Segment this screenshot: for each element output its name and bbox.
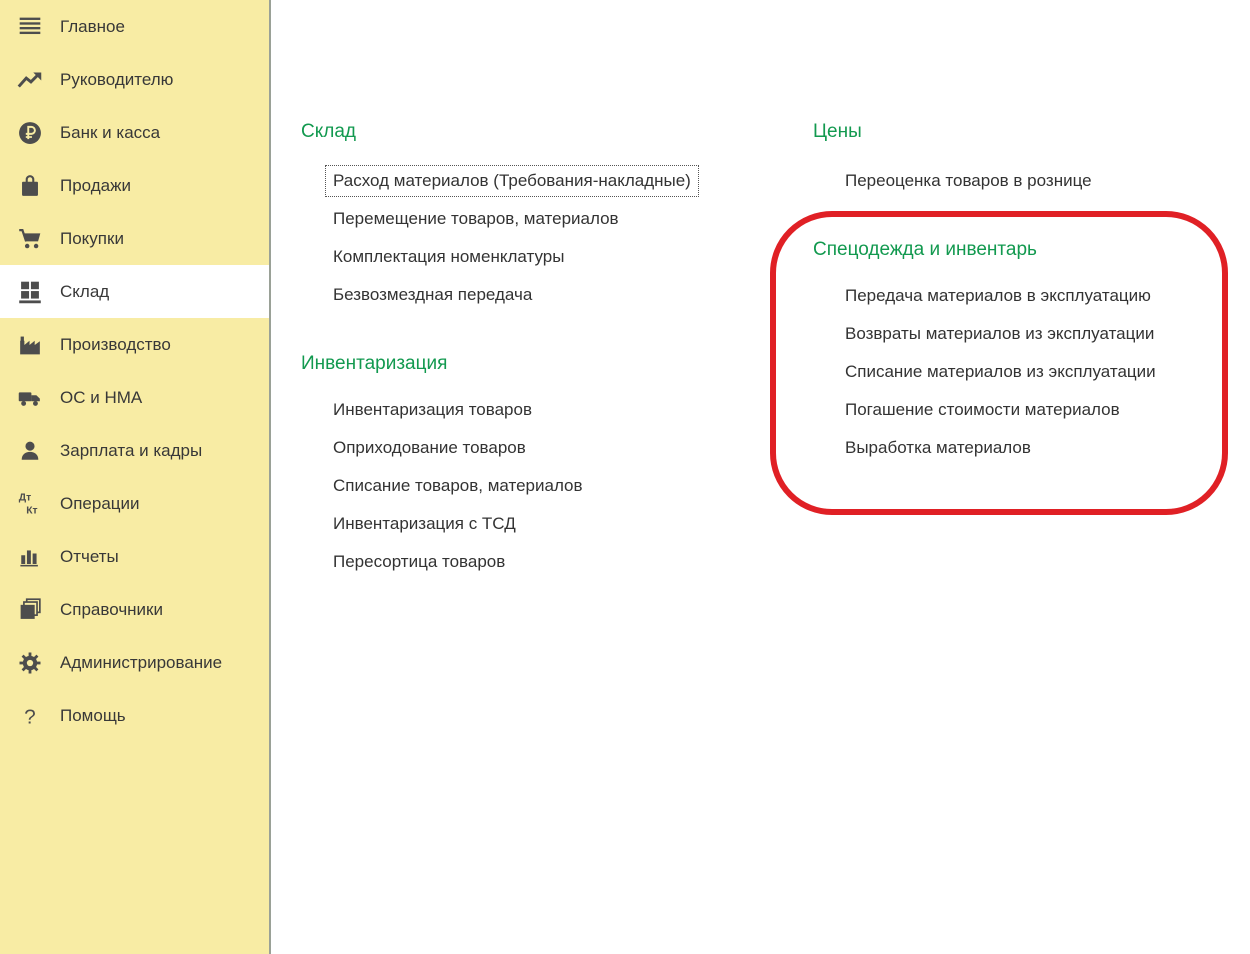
link-row xyxy=(845,162,1092,200)
sidebar-item-os-i-nma[interactable] xyxy=(0,371,269,424)
bag-icon xyxy=(0,171,60,201)
sidebar-item-glavnoe[interactable] xyxy=(0,0,269,53)
sidebar-item-label: Покупки xyxy=(60,228,124,248)
cart-icon xyxy=(0,224,60,254)
sidebar-item-label: Отчеты xyxy=(60,546,119,566)
sidebar-item-label: Главное xyxy=(60,16,125,36)
sidebar-item-sklad[interactable] xyxy=(0,265,269,318)
sidebar-item-label: Справочники xyxy=(60,599,163,619)
sidebar-item-administrirovanie[interactable] xyxy=(0,636,269,689)
link-row xyxy=(333,391,532,429)
bar-chart-icon xyxy=(0,543,60,571)
link-row xyxy=(845,391,1120,429)
sidebar-item-label: Зарплата и кадры xyxy=(60,440,203,460)
question-icon xyxy=(0,701,60,731)
link-peredacha-materialov[interactable]: Передача материалов в эксплуатацию xyxy=(845,286,1151,305)
warehouse-icon xyxy=(0,277,60,307)
link-peresortica-tovarov[interactable]: Пересортица товаров xyxy=(333,552,506,571)
link-row xyxy=(333,505,516,543)
section-title-specodezhda: Спецодежда и инвентарь xyxy=(813,239,1037,260)
section-title-ceny: Цены xyxy=(813,121,862,142)
link-row xyxy=(845,429,1031,467)
link-row xyxy=(845,277,1151,315)
gear-icon xyxy=(0,649,60,677)
sidebar-item-zarplata-i-kadry[interactable] xyxy=(0,424,269,477)
link-inventarizaciya-s-tsd[interactable]: Инвентаризация с ТСД xyxy=(333,514,516,533)
svg-text:Дт: Дт xyxy=(18,492,32,504)
link-row xyxy=(333,543,505,581)
books-icon xyxy=(0,595,60,625)
sidebar-item-label: Администрирование xyxy=(60,652,223,672)
sidebar-item-label: Операции xyxy=(60,493,140,513)
link-inventarizaciya-tovarov[interactable]: Инвентаризация товаров xyxy=(333,400,532,419)
sidebar-item-label: Продажи xyxy=(60,175,131,195)
link-row xyxy=(333,276,532,314)
sidebar-item-proizvodstvo[interactable] xyxy=(0,318,269,371)
sidebar-item-prodazhi[interactable] xyxy=(0,159,269,212)
truck-icon xyxy=(0,383,60,413)
content-area xyxy=(271,0,1250,954)
sidebar-item-spravochniki[interactable] xyxy=(0,583,269,636)
link-spisanie-tovarov[interactable]: Списание товаров, материалов xyxy=(333,476,583,495)
link-komplektaciya-nomenklatury[interactable]: Комплектация номенклатуры xyxy=(333,247,565,266)
link-row xyxy=(333,162,699,200)
link-row xyxy=(845,315,1154,353)
sidebar-item-rukovoditelyu[interactable] xyxy=(0,53,269,106)
sidebar-item-label: Банк и касса xyxy=(60,122,161,142)
section-title-inventarizaciya: Инвентаризация xyxy=(301,353,448,374)
trend-icon xyxy=(0,65,60,95)
link-bezvozmezdnaya-peredacha[interactable]: Безвозмездная передача xyxy=(333,285,533,304)
link-pogashenie-stoimosti[interactable]: Погашение стоимости материалов xyxy=(845,400,1120,419)
link-vozvraty-materialov[interactable]: Возвраты материалов из эксплуатации xyxy=(845,324,1155,343)
section-title-sklad: Склад xyxy=(301,121,356,142)
ruble-icon xyxy=(0,119,60,147)
person-icon xyxy=(0,437,60,465)
sidebar-item-label: Производство xyxy=(60,334,171,354)
sidebar-item-label: Помощь xyxy=(60,705,126,725)
sidebar-item-pomoshch[interactable] xyxy=(0,689,269,742)
sidebar-item-otchety[interactable] xyxy=(0,530,269,583)
link-row xyxy=(333,238,564,276)
sidebar-item-label: Склад xyxy=(60,281,110,301)
sidebar xyxy=(0,0,271,954)
sidebar-item-pokupki[interactable] xyxy=(0,212,269,265)
link-row xyxy=(333,467,583,505)
link-row xyxy=(845,353,1156,391)
menu-icon xyxy=(0,12,60,42)
dt-kt-icon xyxy=(0,489,60,519)
link-row xyxy=(333,429,526,467)
link-oprihodovanie-tovarov[interactable]: Оприходование товаров xyxy=(333,438,526,457)
sidebar-item-label: ОС и НМА xyxy=(60,387,143,407)
sidebar-item-operacii[interactable] xyxy=(0,477,269,530)
link-vyrabotka-materialov[interactable]: Выработка материалов xyxy=(845,438,1031,457)
sidebar-item-bank-i-kassa[interactable] xyxy=(0,106,269,159)
sidebar-item-label: Руководителю xyxy=(60,69,174,89)
svg-text:Кт: Кт xyxy=(26,504,38,516)
factory-icon xyxy=(0,330,60,360)
link-row xyxy=(333,200,619,238)
link-peremeshchenie-tovarov[interactable]: Перемещение товаров, материалов xyxy=(333,209,619,228)
link-spisanie-materialov-ekspluatacii[interactable]: Списание материалов из эксплуатации xyxy=(845,362,1156,381)
link-rashod-materialov[interactable]: Расход материалов (Требования-накладные) xyxy=(325,165,699,197)
link-pereocenka-tovarov[interactable]: Переоценка товаров в рознице xyxy=(845,171,1092,190)
svg-text:?: ? xyxy=(24,705,36,728)
